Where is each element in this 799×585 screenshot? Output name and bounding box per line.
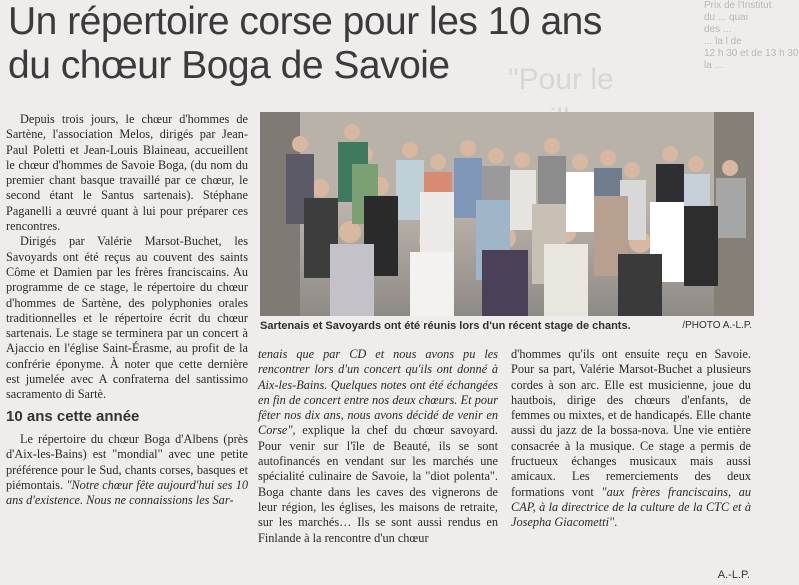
caption-text: Sartenais et Savoyards ont été réunis lors d'un récent stage de chants. — [260, 320, 631, 332]
adjacent-line: la ... — [704, 60, 723, 71]
adjacent-line: Prix de l'Institut — [704, 0, 772, 11]
author-signature: A.-L.P. — [717, 569, 750, 581]
ghost-background-text: "Pour le — [508, 63, 614, 96]
adjacent-article-strip — [704, 0, 799, 110]
paragraph: Dirigés par Valérie Marsot-Buchet, les Savoyards ont été reçus au couvent des saints Côme et Damien par les frères franciscains. Au programme de ce stage, le répertoire du chœur d'hommes de Sartène, des polyphonies orales traditionnelles et le répertoire écrit du chœur sartenais. Le stage se terminera par un concert à Ajaccio en l'église Saint-Érasme, au profit de la confrérie éponyme. À noter que cette dernière est jumelée avec A confraterna del santissimo sacramento di Sartè. — [6, 234, 248, 402]
adjacent-line: 12 h 30 et de 13 h 30 — [704, 48, 799, 59]
paragraph — [511, 347, 751, 531]
paragraph-text: explique la chef du chœur savoyard. Pour venir sur l'île de Beauté, ils se sont autofinancés en vendant sur les marchés une spécialité culinaire de Savoie, la "diot polenta". Boga chante dans les caves des vignerons de leur région, les églises, les maisons de retraite, sur les marchés… Ils se sont aussi rendus en Finlande à la rencontre d'un chœur — [258, 423, 498, 545]
adjacent-line: du ... quai — [704, 12, 748, 23]
group-photo — [260, 112, 754, 316]
headline-line2: du chœur Boga de Savoie — [8, 44, 450, 87]
quote-text: "Notre chœur fête aujourd'hui ses 10 ans d'existence. Nous ne connaissions les Sar- — [6, 477, 248, 508]
article-column-2 — [258, 347, 498, 546]
article-column-3 — [511, 347, 751, 531]
article-column-1 — [6, 112, 248, 508]
headline-line1: Un répertoire corse pour les 10 ans — [8, 0, 602, 43]
photo-caption — [260, 320, 754, 332]
quote-text: tenais que par CD et nous avons pu les rencontrer lors d'un concert qu'ils ont donné à Aix-les-Bains. Quelques notes ont été échangées en fin de concert entre nos deux chœurs. Et pour fêter nos dix ans, nous avons décidé de venir en Corse", — [258, 347, 498, 438]
photo-credit: /PHOTO A.-L.P. — [682, 320, 752, 331]
paragraph-end: . — [614, 515, 618, 530]
paragraph — [6, 432, 248, 508]
adjacent-line: ... la l de — [704, 36, 742, 47]
paragraph — [258, 347, 498, 546]
paragraph-text: d'hommes qu'ils ont ensuite reçu en Savoie. Pour sa part, Valérie Marsot-Buchet a plusieurs cordes à son arc. Elle est musicienne, joue du hautbois, dirige des chœurs d'enfants, de femmes ou mixtes, et de handicapés. Elle chante aussi du jazz de la bossa-nova. Une vie entière consacrée à la musique. Ce stage a permis de fructueux échanges musicaux mais aussi amicaux. Les remerciements des deux formations vont — [511, 347, 751, 499]
quote-text: "aux frères franciscains, au CAP, à la directrice de la culture de la CTC et à Josepha Giacometti" — [511, 484, 751, 530]
section-subheading: 10 ans cette année — [6, 407, 140, 425]
paragraph-text: Le répertoire du chœur Boga d'Albens (près d'Aix-les-Bains) est "mondial" avec une petite préférence pour le Sud, chants corses, basques et piémontais. — [6, 431, 248, 492]
adjacent-line: des ... — [704, 24, 732, 35]
paragraph: Depuis trois jours, le chœur d'hommes de Sartène, l'association Melos, dirigés par Jean-Paul Poletti et Jean-Louis Blaineau, accueillent le chœur d'hommes de Savoie Boga, (du nom du premier chant basque travaillé par ce chœur, le second étant le Santus sartenais). Stéphane Paganelli a œuvré quant à lui pour préparer ces rencontres. — [6, 112, 248, 234]
